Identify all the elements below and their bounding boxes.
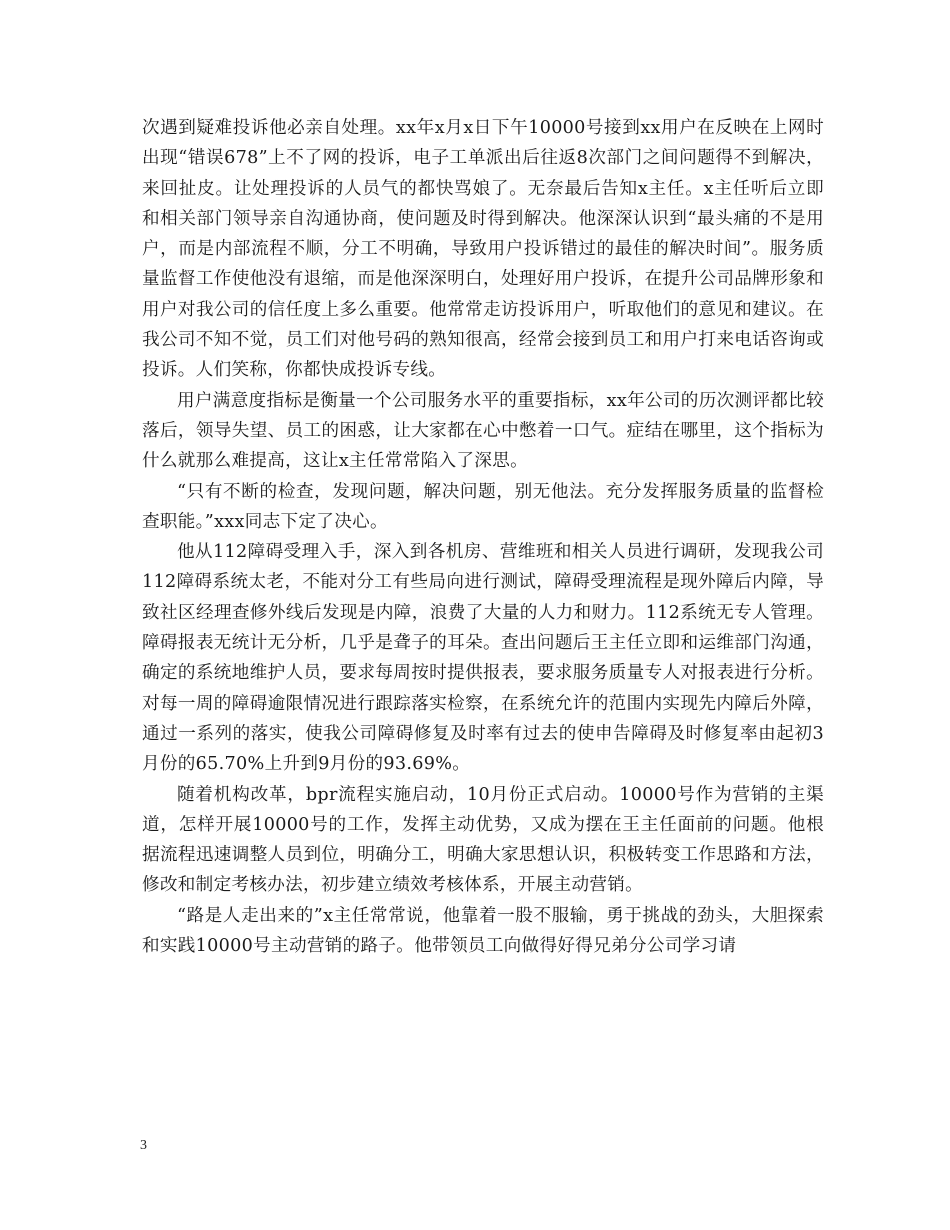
- paragraph-2: 用户满意度指标是衡量一个公司服务水平的重要指标，xx年公司的历次测评都比较落后，领导失望、员工的困惑，让大家都在心中憋着一口气。症结在哪里，这个指标为什么就那么难提高，这让x主任常常陷入了深思。: [142, 390, 824, 472]
- document-body: [142, 113, 824, 961]
- paragraph-5: 随着机构改革，bpr流程实施启动，10月份正式启动。10000号作为营销的主渠道，怎样开展10000号的工作，发挥主动优势，又成为摆在王主任面前的问题。他根据流程迅速调整人员到位，明确分工，明确大家思想认识，积极转变工作思路和方法，修改和制定考核办法，初步建立绩效考核体系，开展主动营销。: [142, 784, 824, 896]
- paragraph-1: 次遇到疑难投诉他必亲自处理。xx年x月x日下午10000号接到xx用户在反映在上网时出现“错误678”上不了网的投诉，电子工单派出后往返8次部门之间问题得不到解决，来回扯皮。让处理投诉的人员气的都快骂娘了。无奈最后告知x主任。x主任听后立即和相关部门领导亲自沟通协商，使问题及时得到解决。他深深认识到“最头痛的不是用户，而是内部流程不顺，分工不明确，导致用户投诉错过的最佳的解决时间”。服务质量监督工作使他没有退缩，而是他深深明白，处理好用户投诉，在提升公司品牌形象和用户对我公司的信任度上多么重要。他常常走访投诉用户，听取他们的意见和建议。在我公司不知不觉，员工们对他号码的熟知很高，经常会接到员工和用户打来电话咨询或投诉。人们笑称，你都快成投诉专线。: [142, 118, 824, 381]
- paragraph-6: “路是人走出来的”x主任常常说，他靠着一股不服输，勇于挑战的劲头，大胆探索和实践10000号主动营销的路子。他带领员工向做得好得兄弟分公司学习请: [142, 905, 824, 957]
- paragraph-3: “只有不断的检查，发现问题，解决问题，别无他法。充分发挥服务质量的监督检查职能。”xxx同志下定了决心。: [142, 481, 824, 532]
- paragraph-4: 他从112障碍受理入手，深入到各机房、营维班和相关人员进行调研，发现我公司112障碍系统太老，不能对分工有些局向进行测试，障碍受理流程是现外障后内障，导致社区经理查修外线后发现是内障，浪费了大量的人力和财力。112系统无专人管理。障碍报表无统计无分析，几乎是聋子的耳朵。查出问题后王主任立即和运维部门沟通，确定的系统地维护人员，要求每周按时提供报表，要求服务质量专人对报表进行分析。对每一周的障碍逾限情况进行跟踪落实检察，在系统允许的范围内实现先内障后外障，通过一系列的落实，使我公司障碍修复及时率有过去的使申告障碍及时修复率由起初3月份的65.70%上升到9月份的93.69%。: [142, 542, 824, 775]
- page-number: 3: [140, 1138, 147, 1153]
